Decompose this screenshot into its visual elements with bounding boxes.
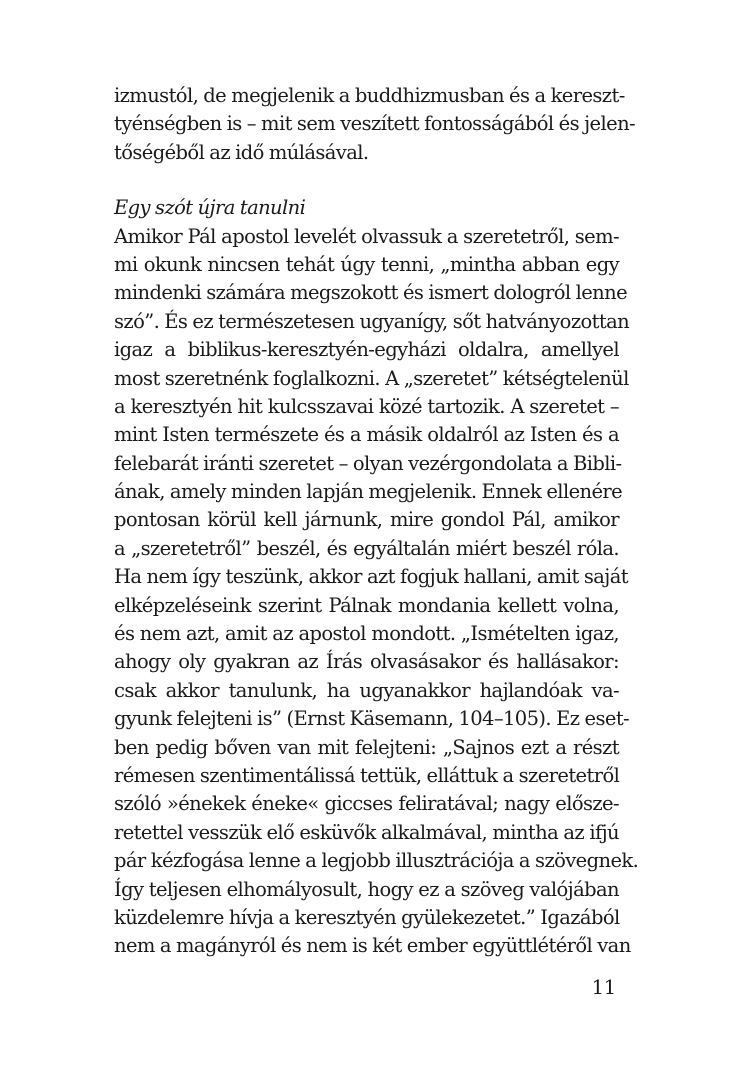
text-line: mi okunk nincsen tehát úgy tenni, „mintha abban egy [114, 252, 619, 276]
text-line: rémesen szentimentálissá tettük, elláttuk a szeretetről [114, 763, 620, 787]
text-line: tyénségben is – mit sem veszített fontosságából és jelen- [114, 112, 636, 136]
text-line: Így teljesen elhomályosult, hogy ez a szöveg valójában [114, 877, 619, 901]
text-line: a „szeretetről” beszél, és egyáltalán miért beszél róla. [114, 536, 619, 560]
text-line: tőségéből az idő múlásával. [114, 140, 369, 164]
text-line: igaz a biblikus-keresztyén-egyházi oldalra, amellyel [114, 338, 619, 362]
paragraph-continuation [114, 82, 636, 167]
page-number: 11 [591, 976, 616, 999]
section-heading: Egy szót újra tanulni [114, 196, 306, 220]
text-line: gyunk felejteni is” (Ernst Käsemann, 104–105). Ez eset- [114, 707, 630, 731]
page-body [114, 82, 639, 961]
text-line: most szeretnénk foglalkozni. A „szeretet” kétségtelenül [114, 366, 629, 390]
text-line: pontosan körül kell járnunk, mire gondol Pál, amikor [114, 508, 619, 532]
text-line: ának, amely minden lapján megjelenik. Ennek ellenére [114, 480, 623, 504]
text-line: Amikor Pál apostol levelét olvassuk a szeretetről, sem- [114, 224, 619, 248]
text-line: ahogy oly gyakran az Írás olvasásakor és hallásakor: [114, 650, 619, 674]
text-line: a keresztyén hit kulcsszavai közé tartozik. A szeretet – [114, 394, 619, 418]
text-line: küzdelemre hívja a keresztyén gyülekezetet.” Igazából [114, 905, 620, 929]
text-line: szó”. És ez természetesen ugyanígy, sőt hatványozottan [114, 309, 630, 333]
text-line: ben pedig bőven van mit felejteni: „Sajnos ezt a részt [114, 735, 619, 759]
text-line: pár kézfogása lenne a legjobb illusztrációja a szövegnek. [114, 849, 639, 873]
text-line: retettel vesszük elő esküvők alkalmával, mintha az ifjú [114, 820, 619, 844]
text-line: elképzeléseink szerint Pálnak mondania kellett volna, [114, 593, 619, 617]
paragraph-main [114, 223, 639, 961]
text-line: nem a magányról és nem is két ember együttlétéről van [114, 934, 631, 958]
text-line: mint Isten természete és a másik oldalról az Isten és a [114, 423, 619, 447]
text-line: felebarát iránti szeretet – olyan vezérgondolata a Bibli- [114, 451, 622, 475]
text-line: izmustól, de megjelenik a buddhizmusban és a kereszt- [114, 84, 625, 107]
text-line: mindenki számára megszokott és ismert dologról lenne [114, 281, 628, 305]
text-line: és nem azt, amit az apostol mondott. „Ismételten igaz, [114, 622, 619, 646]
text-line: csak akkor tanulunk, ha ugyanakkor hajlandóak va- [114, 678, 619, 702]
text-line: Ha nem így teszünk, akkor azt fogjuk hallani, amit saját [114, 565, 628, 589]
text-line: szóló »énekek éneke« giccses feliratával; nagy elősze- [114, 792, 619, 816]
